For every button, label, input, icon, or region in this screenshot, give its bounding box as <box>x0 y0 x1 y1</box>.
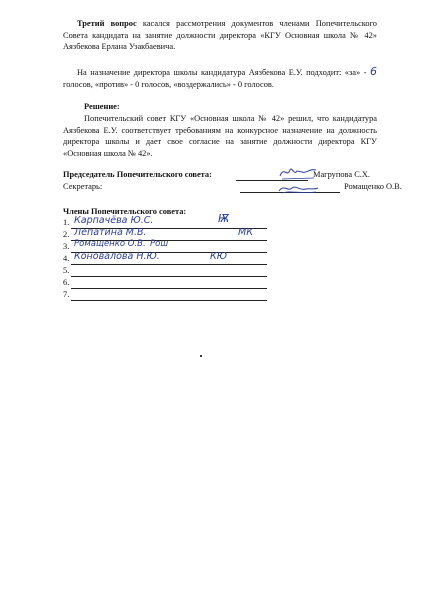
member-number: 5. <box>63 266 70 275</box>
vote-paragraph <box>63 66 377 90</box>
member-number: 7. <box>63 290 70 299</box>
members-heading: Члены Попечительского совета: <box>63 207 187 216</box>
member-signature: Рош <box>150 239 169 249</box>
member-handwritten-name: Коновалова Н.Ю. <box>74 251 160 262</box>
chair-label: Председатель Попечительского совета: <box>63 170 212 179</box>
member-line <box>71 300 267 301</box>
decision-text: Попечительский совет КГУ «Основная школа № 42» решил, что кандидатура Аязбекова Е.У. соответствует требованиям на конкурсное назначение на должность директора школы и дает свое согласие на занятие должности директора КГУ «Основная школа № 42». <box>63 114 377 158</box>
member-handwritten-name: Лепатина М.В. <box>74 227 147 238</box>
member-handwritten-name: Ромащенко О.В. <box>74 239 146 249</box>
member-handwritten-name: Карпачёва Ю.С. <box>74 215 154 226</box>
question-paragraph <box>63 18 377 53</box>
handwritten-vote-count: 6 <box>370 65 377 78</box>
member-number: 4. <box>63 254 70 263</box>
secretary-signature-mark <box>276 180 320 196</box>
member-signature: МК <box>238 227 253 238</box>
member-line <box>71 288 267 289</box>
vote-text-2: голосов, «против» - 0 голосов, «воздержались» - 0 голосов. <box>63 79 274 89</box>
member-number: 3. <box>63 242 70 251</box>
member-number: 2. <box>63 230 70 239</box>
chair-name: Магрупова С.Х. <box>313 170 371 179</box>
vote-text-1: На назначение директора школы кандидатура Аязбекова Е.У. подходит: «за» - <box>77 68 367 77</box>
secretary-name: Ромащенко О.В. <box>344 182 402 191</box>
question-text: касался рассмотрения документов членами Попечительского Совета кандидата на занятие должности директора «КГУ Основная школа № 42» Аязбекова Ерлана Узакбаевича. <box>63 19 377 52</box>
member-number: 6. <box>63 278 70 287</box>
member-signature: КЮ <box>210 251 228 262</box>
member-line <box>71 264 267 265</box>
decision-heading: Решение: <box>84 102 120 111</box>
question-lead: Третий вопрос <box>77 19 137 28</box>
page-speck <box>200 355 202 357</box>
member-signature: Ѭ <box>218 212 230 225</box>
member-number: 1. <box>63 218 70 227</box>
secretary-label: Секретарь: <box>63 182 103 191</box>
member-line <box>71 276 267 277</box>
